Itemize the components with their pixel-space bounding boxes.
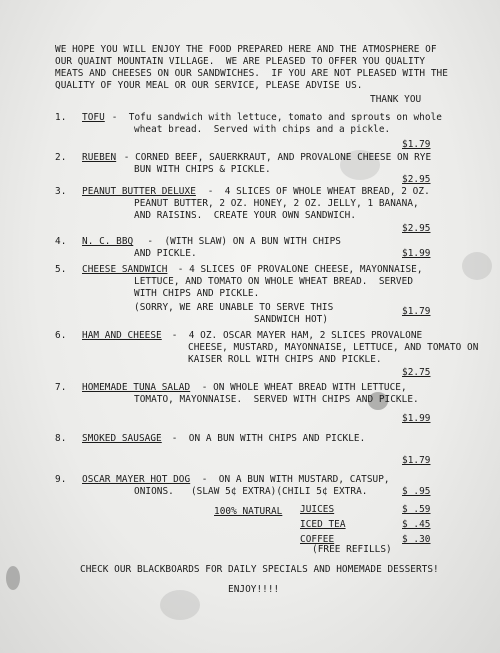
item-number: 2. (55, 152, 67, 163)
drink-name: COFFEE (300, 534, 335, 545)
item-number: 5. (55, 264, 67, 275)
item-name: SMOKED SAUSAGE (82, 433, 162, 444)
item-description: - ON A BUN WITH MUSTARD, CATSUP, (196, 474, 390, 485)
item-description: TOMATO, MAYONNAISE. SERVED WITH CHIPS AND PICKLE. (134, 394, 419, 405)
item-description: BUN WITH CHIPS & PICKLE. (134, 164, 271, 175)
item-name: CHEESE SANDWICH (82, 264, 168, 275)
item-price: $1.79 (402, 139, 431, 150)
item-description: - 4 OZ. OSCAR MAYER HAM, 2 SLICES PROVALONE (166, 330, 423, 341)
item-name: HOMEMADE TUNA SALAD (82, 382, 191, 393)
item-name: PEANUT BUTTER DELUXE (82, 186, 196, 197)
item-description: - ON WHOLE WHEAT BREAD WITH LETTUCE, (196, 382, 407, 393)
item-name: RUEBEN (82, 152, 117, 163)
item-description: WITH CHIPS AND PICKLE. (134, 288, 260, 299)
drink-price: $ .59 (402, 504, 431, 515)
footer-message: CHECK OUR BLACKBOARDS FOR DAILY SPECIALS AND HOMEMADE DESSERTS! (80, 564, 439, 575)
item-price: $2.75 (402, 367, 431, 378)
stain-mark (160, 590, 200, 620)
stain-mark (6, 566, 20, 590)
item-description: LETTUCE, AND TOMATO ON WHOLE WHEAT BREAD. SERVED (134, 276, 414, 287)
item-price: $2.95 (402, 174, 431, 185)
item-name: HAM AND CHEESE (82, 330, 162, 341)
item-description: - Tofu sandwich with lettuce, tomato and sprouts on whole (106, 112, 442, 123)
item-description: - ON A BUN WITH CHIPS AND PICKLE. (166, 433, 366, 444)
drink-price: $ .45 (402, 519, 431, 530)
enjoy-text: ENJOY!!!! (228, 584, 280, 595)
item-number: 8. (55, 433, 67, 444)
drink-price: $ .30 (402, 534, 431, 545)
item-number: 9. (55, 474, 67, 485)
item-description: - (WITH SLAW) ON A BUN WITH CHIPS (136, 236, 341, 247)
item-description: CHEESE, MUSTARD, MAYONNAISE, LETTUCE, AND TOMATO ON (188, 342, 479, 353)
item-description: KAISER ROLL WITH CHIPS AND PICKLE. (188, 354, 382, 365)
item-description: - 4 SLICES OF WHOLE WHEAT BREAD, 2 OZ. (202, 186, 430, 197)
intro-line: WE HOPE YOU WILL ENJOY THE FOOD PREPARED HERE AND THE ATMOSPHERE OF (55, 44, 437, 55)
item-name: TOFU (82, 112, 105, 123)
item-number: 7. (55, 382, 67, 393)
item-price: $ .95 (402, 486, 431, 497)
item-number: 6. (55, 330, 67, 341)
item-price: $1.99 (402, 248, 431, 259)
item-price: $1.79 (402, 306, 431, 317)
intro-line: QUALITY OF YOUR MEAL OR OUR SERVICE, PLEASE ADVISE US. (55, 80, 363, 91)
item-price: $1.99 (402, 413, 431, 424)
item-name: OSCAR MAYER HOT DOG (82, 474, 191, 485)
item-description: - CORNED BEEF, SAUERKRAUT, AND PROVALONE CHEESE ON RYE (118, 152, 432, 163)
item-price: $2.95 (402, 223, 431, 234)
item-description: AND RAISINS. CREATE YOUR OWN SANDWICH. (134, 210, 357, 221)
item-description: ONIONS. (SLAW 5¢ EXTRA)(CHILI 5¢ EXTRA. (134, 486, 368, 497)
item-description: AND PICKLE. (134, 248, 197, 259)
item-number: 1. (55, 112, 67, 123)
drink-note: (FREE REFILLS) (312, 544, 392, 555)
thank-you: THANK YOU (370, 94, 422, 105)
item-number: 3. (55, 186, 67, 197)
item-note: (SORRY, WE ARE UNABLE TO SERVE THIS (134, 302, 334, 313)
item-description: PEANUT BUTTER, 2 OZ. HONEY, 2 OZ. JELLY, 1 BANANA, (134, 198, 419, 209)
stain-mark (462, 252, 492, 280)
item-description: wheat bread. Served with chips and a pickle. (134, 124, 391, 135)
intro-line: MEATS AND CHEESES ON OUR SANDWICHES. IF YOU ARE NOT PLEASED WITH THE (55, 68, 448, 79)
item-note: SANDWICH HOT) (254, 314, 329, 325)
intro-line: OUR QUAINT MOUNTAIN VILLAGE. WE ARE PLEASED TO OFFER YOU QUALITY (55, 56, 426, 67)
drinks-label: 100% NATURAL (214, 506, 283, 517)
item-name: N. C. BBQ (82, 236, 134, 247)
item-price: $1.79 (402, 455, 431, 466)
item-number: 4. (55, 236, 67, 247)
item-description: - 4 SLICES OF PROVALONE CHEESE, MAYONNAISE, (172, 264, 423, 275)
drink-name: JUICES (300, 504, 335, 515)
drink-name: ICED TEA (300, 519, 346, 530)
